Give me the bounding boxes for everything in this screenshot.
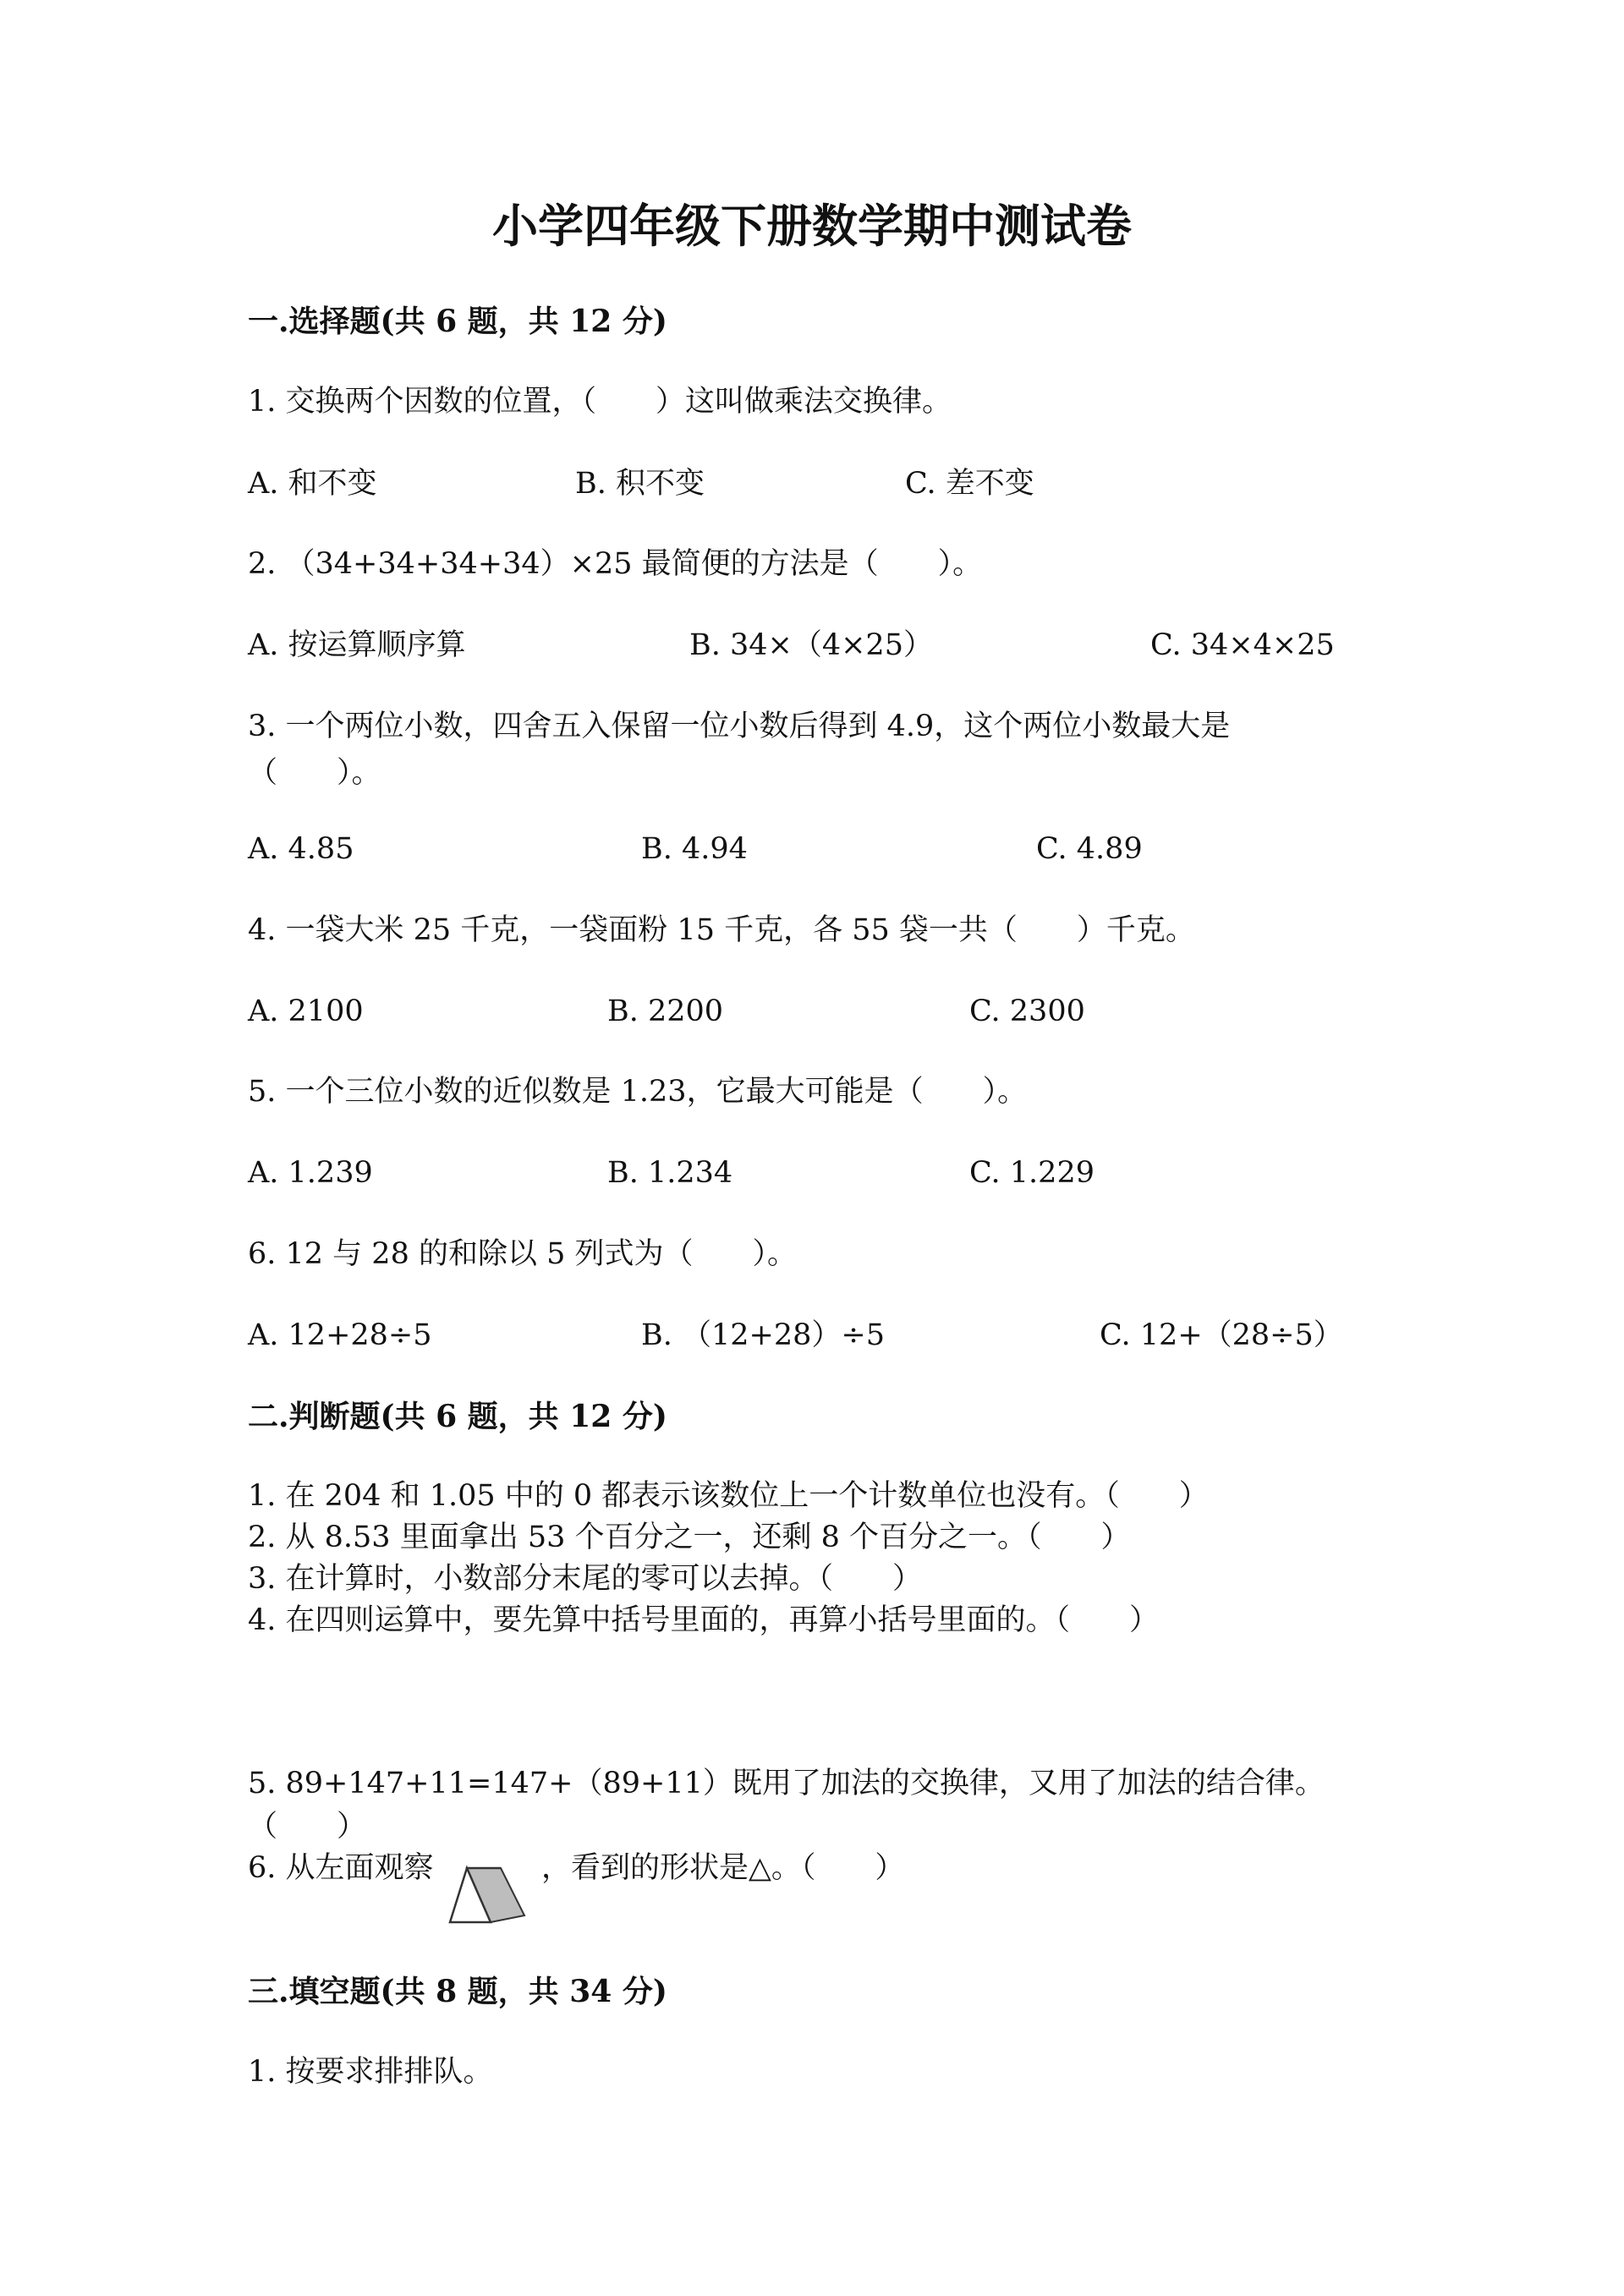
choice-question-3: 3. 一个两位小数，四舍五入保留一位小数后得到 4.9，这个两位小数最大是 xyxy=(248,710,1231,743)
choice-q4-option-c: C. 2300 xyxy=(969,995,1085,1028)
judgment-question-6-start: 6. 从左面观察 xyxy=(248,1851,434,1885)
choice-q5-option-b: B. 1.234 xyxy=(607,1156,733,1190)
choice-q2-option-a: A. 按运算顺序算 xyxy=(248,628,466,662)
section-heading-choice: 一.选择题(共 6 题，共 12 分) xyxy=(248,304,667,339)
judgment-question-4: 4. 在四则运算中，要先算中括号里面的，再算小括号里面的。（ ） xyxy=(248,1603,1160,1637)
judgment-question-1: 1. 在 204 和 1.05 中的 0 都表示该数位上一个计数单位也没有。（ ） xyxy=(248,1479,1209,1513)
choice-q4-option-b: B. 2200 xyxy=(607,995,724,1028)
triangular-prism-figure xyxy=(448,1865,526,1927)
choice-q5-option-c: C. 1.229 xyxy=(969,1156,1095,1190)
judgment-question-5-continued: （ ） xyxy=(248,1810,367,1844)
choice-question-1: 1. 交换两个因数的位置，（ ）这叫做乘法交换律。 xyxy=(248,385,952,419)
judgment-question-6-end: ，看到的形状是△。（ ） xyxy=(541,1851,905,1885)
choice-q2-option-b: B. 34×（4×25） xyxy=(689,628,933,662)
choice-question-4: 4. 一袋大米 25 千克，一袋面粉 15 千克，各 55 袋一共（ ）千克。 xyxy=(248,913,1195,947)
choice-q1-option-a: A. 和不变 xyxy=(248,467,377,501)
choice-q3-option-c: C. 4.89 xyxy=(1036,832,1143,866)
choice-question-2: 2. （34+34+34+34）×25 最简便的方法是（ ）。 xyxy=(248,547,983,581)
choice-q3-option-b: B. 4.94 xyxy=(641,832,748,866)
fill-in-question-1: 1. 按要求排排队。 xyxy=(248,2055,493,2089)
choice-q4-option-a: A. 2100 xyxy=(248,995,364,1028)
choice-q6-option-a: A. 12+28÷5 xyxy=(248,1318,432,1352)
choice-question-3-continued: （ ）。 xyxy=(248,756,381,790)
choice-q5-option-a: A. 1.239 xyxy=(248,1156,373,1190)
judgment-question-2: 2. 从 8.53 里面拿出 53 个百分之一，还剩 8 个百分之一。（ ） xyxy=(248,1521,1131,1554)
choice-q1-option-c: C. 差不变 xyxy=(905,467,1034,501)
section-heading-fill-in: 三.填空题(共 8 题，共 34 分) xyxy=(248,1974,667,2009)
choice-question-5: 5. 一个三位小数的近似数是 1.23，它最大可能是（ ）。 xyxy=(248,1075,1028,1109)
exam-title: 小学四年级下册数学期中测试卷 xyxy=(492,199,1132,253)
section-heading-judgment: 二.判断题(共 6 题，共 12 分) xyxy=(248,1399,667,1434)
choice-question-6: 6. 12 与 28 的和除以 5 列式为（ ）。 xyxy=(248,1237,797,1271)
choice-q1-option-b: B. 积不变 xyxy=(575,467,705,501)
choice-q2-option-c: C. 34×4×25 xyxy=(1150,628,1335,662)
choice-q3-option-a: A. 4.85 xyxy=(248,832,354,866)
judgment-question-3: 3. 在计算时，小数部分末尾的零可以去掉。（ ） xyxy=(248,1562,923,1596)
choice-q6-option-c: C. 12+（28÷5） xyxy=(1100,1318,1343,1352)
choice-q6-option-b: B. （12+28）÷5 xyxy=(641,1318,885,1352)
judgment-question-5: 5. 89+147+11=147+（89+11）既用了加法的交换律，又用了加法的结合律。 xyxy=(248,1767,1325,1800)
